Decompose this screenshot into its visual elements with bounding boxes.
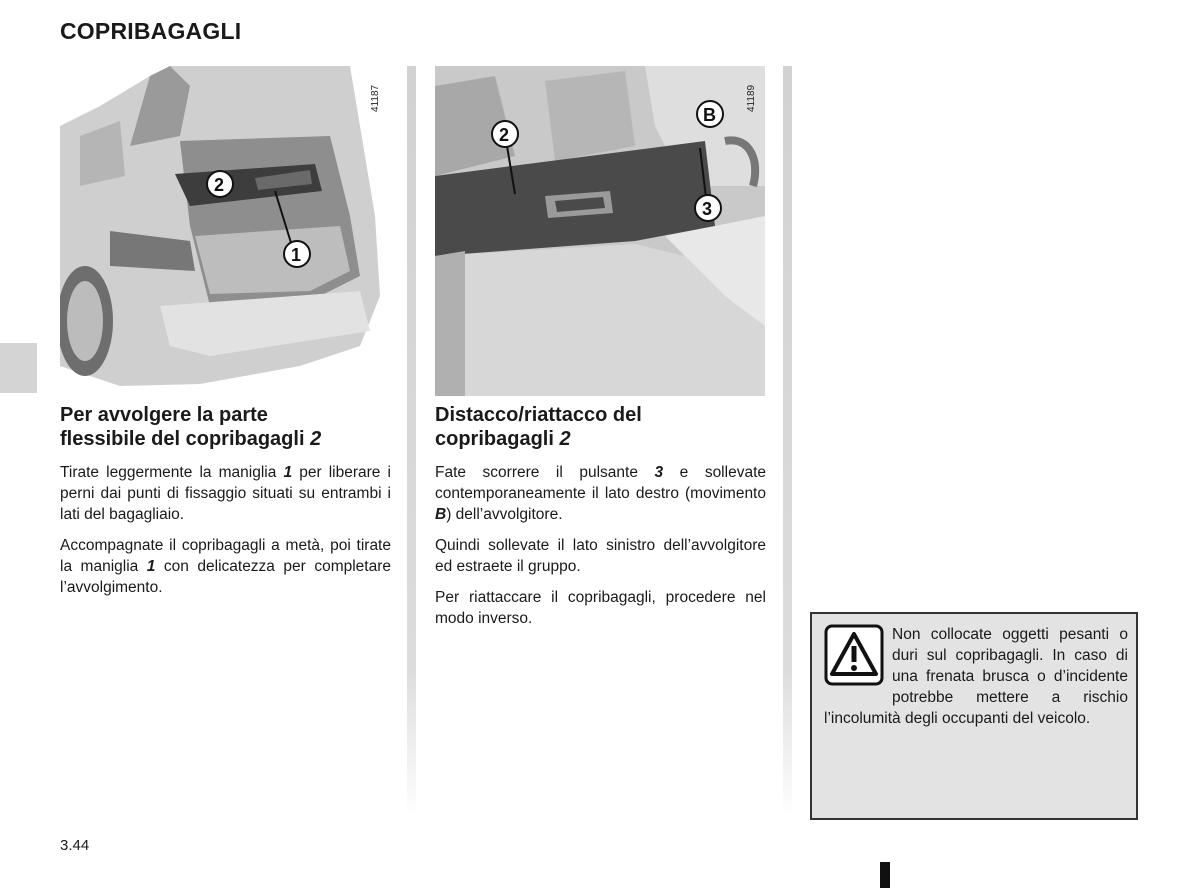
figure-code-left: 41187	[370, 84, 381, 112]
page-title: COPRIBAGAGLI	[60, 18, 242, 44]
figure-car-trunk	[60, 66, 390, 390]
svg-text:2: 2	[499, 125, 510, 145]
column-divider	[407, 66, 416, 818]
page-number: 3.44	[60, 837, 90, 854]
svg-text:B: B	[703, 105, 716, 125]
section-body	[60, 462, 391, 598]
section-body	[435, 462, 766, 629]
warning-text-block: Non collocate oggetti pesanti o duri sul copribagagli. In caso di una frenata brusca o d’incidente potrebbe mettere a rischio l’incolumità degli occupanti del veicolo.	[824, 626, 1128, 727]
figure-code-right: 41189	[746, 84, 757, 112]
section-heading: Per avvolgere la parte flessibile del copribagagli 2	[60, 404, 322, 450]
warning-box	[810, 612, 1138, 820]
section-heading: Distacco/riattacco del copribagagli 2	[435, 404, 642, 450]
callout-B	[697, 101, 723, 127]
column-divider	[783, 66, 792, 818]
callout-1-left	[284, 241, 310, 267]
paragraph: Per riattaccare il copribagagli, procedere nel modo inverso.	[435, 589, 766, 627]
section-roll-up	[60, 403, 391, 608]
page-edge-marker	[880, 862, 890, 888]
callout-2-left	[207, 171, 233, 197]
callout-2-right	[492, 121, 518, 147]
callout-3	[695, 195, 721, 221]
paragraph: Fate scorrere il pulsante 3 e sollevate contemporaneamente il lato destro (movimento B) dell’avvolgitore.	[435, 464, 766, 523]
svg-text:1: 1	[291, 245, 302, 265]
warning-triangle-icon	[824, 624, 892, 694]
figure-callouts	[435, 66, 765, 396]
section-detach-reattach	[435, 403, 766, 639]
paragraph: Quindi sollevate il lato sinistro dell’avvolgitore ed estraete il gruppo.	[435, 537, 766, 575]
paragraph: Accompagnate il copribagagli a metà, poi tirate la maniglia 1 con delicatezza per completare l’avvolgimento.	[60, 537, 391, 596]
svg-text:2: 2	[214, 175, 225, 195]
paragraph: Tirate leggermente la maniglia 1 per liberare i perni dai punti di fissaggio situati su entrambi i lati del bagagliaio.	[60, 464, 391, 523]
figure-cargo-cover-detach	[435, 66, 765, 396]
svg-text:3: 3	[702, 199, 713, 219]
chapter-tab	[0, 343, 37, 393]
figure-callouts	[60, 66, 390, 390]
